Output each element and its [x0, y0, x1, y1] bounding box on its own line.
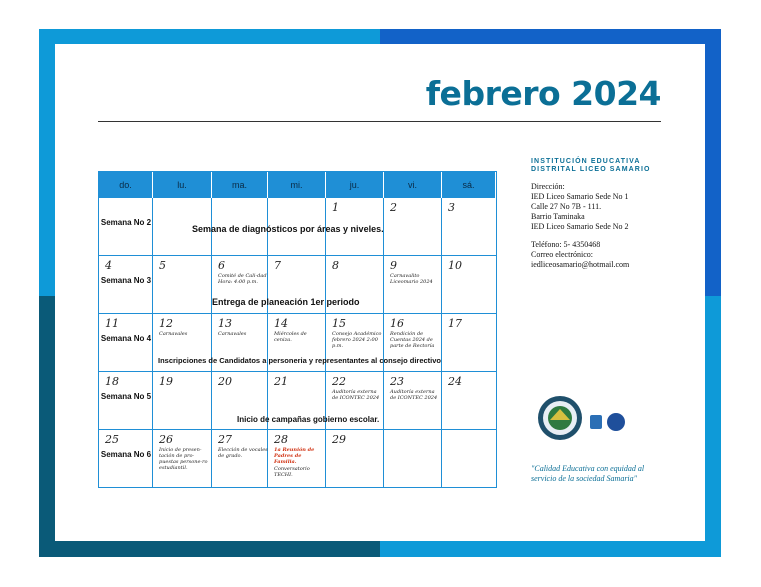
day-number: 21: [274, 375, 288, 388]
day-number: 28: [274, 433, 288, 446]
day-cell: [384, 256, 442, 314]
day-number: 11: [105, 317, 119, 330]
week-label: Semana No 3: [100, 276, 152, 285]
email-label: Correo electrónico:: [531, 250, 593, 259]
week-label: Semana No 4: [100, 334, 152, 343]
day-note: Carnavales: [218, 331, 247, 337]
frame-bottom: [39, 541, 380, 557]
day-cell: [99, 372, 153, 430]
day-cell: [153, 372, 212, 430]
day-number: 15: [332, 317, 346, 330]
frame-bottom-accent: [380, 541, 721, 557]
day-number: 6: [218, 259, 225, 272]
day-note: Carnavalito Liceomario 2024: [390, 273, 433, 285]
day-number: 2: [390, 201, 397, 214]
day-number: 3: [448, 201, 455, 214]
day-number: 12: [159, 317, 173, 330]
day-cell: [99, 198, 153, 256]
calendar: [98, 171, 497, 488]
day-note: Conversatorio TECHI.: [274, 466, 310, 478]
school-seal-icon: [536, 393, 631, 448]
day-number: 19: [159, 375, 173, 388]
day-number: 25: [105, 433, 119, 446]
address-line: IED Liceo Samario Sede No 1: [531, 192, 629, 201]
day-number: 16: [390, 317, 404, 330]
title-divider: [98, 121, 661, 122]
day-number: 23: [390, 375, 404, 388]
motto: "Calidad Educativa con equidad al servicio de la sociedad Samaria": [531, 464, 645, 483]
day-cell: [326, 430, 384, 488]
day-number: 20: [218, 375, 232, 388]
day-cell: [99, 256, 153, 314]
day-cell: [384, 430, 442, 488]
day-header: ma.: [212, 172, 268, 198]
day-header: do.: [99, 172, 153, 198]
day-number: 10: [448, 259, 462, 272]
day-cell: [212, 430, 268, 488]
event-planning-delivery: Entrega de planeación 1er periodo: [212, 297, 360, 307]
day-header: vi.: [384, 172, 442, 198]
address-line: Barrio Taminaka: [531, 212, 585, 221]
address-line: Calle 27 No 7B - 111.: [531, 202, 602, 211]
sidebar: [531, 158, 671, 270]
day-cell: [442, 256, 496, 314]
day-cell: [442, 314, 496, 372]
day-cell: [268, 430, 326, 488]
day-note: Auditoría externa de ICONTEC 2024: [390, 389, 438, 401]
day-number: 26: [159, 433, 173, 446]
address-line: IED Liceo Samario Sede No 2: [531, 222, 629, 231]
day-note: Rendición de Cuentas 2024 de parte de Rectoría: [390, 331, 435, 349]
day-cell: [384, 372, 442, 430]
month-title: febrero 2024: [425, 74, 661, 113]
day-header: ju.: [326, 172, 384, 198]
day-note: Carnavales: [159, 331, 188, 337]
day-number: 8: [332, 259, 339, 272]
day-header: lu.: [153, 172, 212, 198]
institution-name: INSTITUCIÓN EDUCATIVA DISTRITAL LICEO SAMARIO: [531, 158, 651, 173]
day-number: 5: [159, 259, 166, 272]
day-cell: [442, 430, 496, 488]
day-number: 22: [332, 375, 346, 388]
phone: Teléfono: 5- 4350468: [531, 240, 601, 249]
day-cell: [99, 314, 153, 372]
day-header: mi.: [268, 172, 326, 198]
week-label: Semana No 5: [100, 392, 152, 401]
day-number: 7: [274, 259, 281, 272]
day-number: 18: [105, 375, 119, 388]
week-label: Semana No 6: [100, 450, 152, 459]
email: iedliceosamario@hotmail.com: [531, 260, 630, 269]
day-cell: [442, 372, 496, 430]
day-cell: [153, 430, 212, 488]
day-cell: [99, 430, 153, 488]
day-number: 27: [218, 433, 232, 446]
day-cell: [384, 198, 442, 256]
day-number: 17: [448, 317, 462, 330]
day-number: 4: [105, 259, 112, 272]
frame-right-accent: [705, 296, 721, 557]
calendar-grid: [99, 172, 496, 487]
day-note: Consejo Académico febrero 2024 2:00 p.m.: [332, 331, 382, 349]
event-diagnostics-week: Semana de diagnósticos por áreas y niveles.: [192, 224, 384, 234]
day-number: 9: [390, 259, 397, 272]
day-number: 1: [332, 201, 339, 214]
frame-top-accent: [380, 29, 721, 44]
event-registrations: Inscripciones de Candidatos a personeria y representantes al consejo directivo: [158, 356, 442, 365]
day-number: 13: [218, 317, 232, 330]
address-label: Dirección:: [531, 182, 565, 191]
day-cell: [442, 198, 496, 256]
day-note: Auditoría externa de ICONTEC 2024: [332, 389, 380, 401]
day-number: 29: [332, 433, 346, 446]
event-campaigns: Inicio de campañas gobierno escolar.: [237, 415, 380, 424]
day-note: Miércoles de ceniza.: [274, 331, 307, 343]
day-number: 14: [274, 317, 288, 330]
day-number: 24: [448, 375, 462, 388]
day-note: 1a Reunión de Padres de Familia.: [274, 447, 315, 465]
day-note: Inicio de presen-tación de pro-puestas persone-ro estudiantil.: [159, 447, 208, 471]
day-note: Comité de Cali-dad Hora: 4:00 p.m.: [218, 273, 267, 285]
frame-left-accent: [39, 296, 55, 557]
day-header: sá.: [442, 172, 496, 198]
week-label: Semana No 2: [100, 218, 152, 227]
day-cell: [153, 256, 212, 314]
day-note: Elección de vocales de grado.: [218, 447, 268, 459]
